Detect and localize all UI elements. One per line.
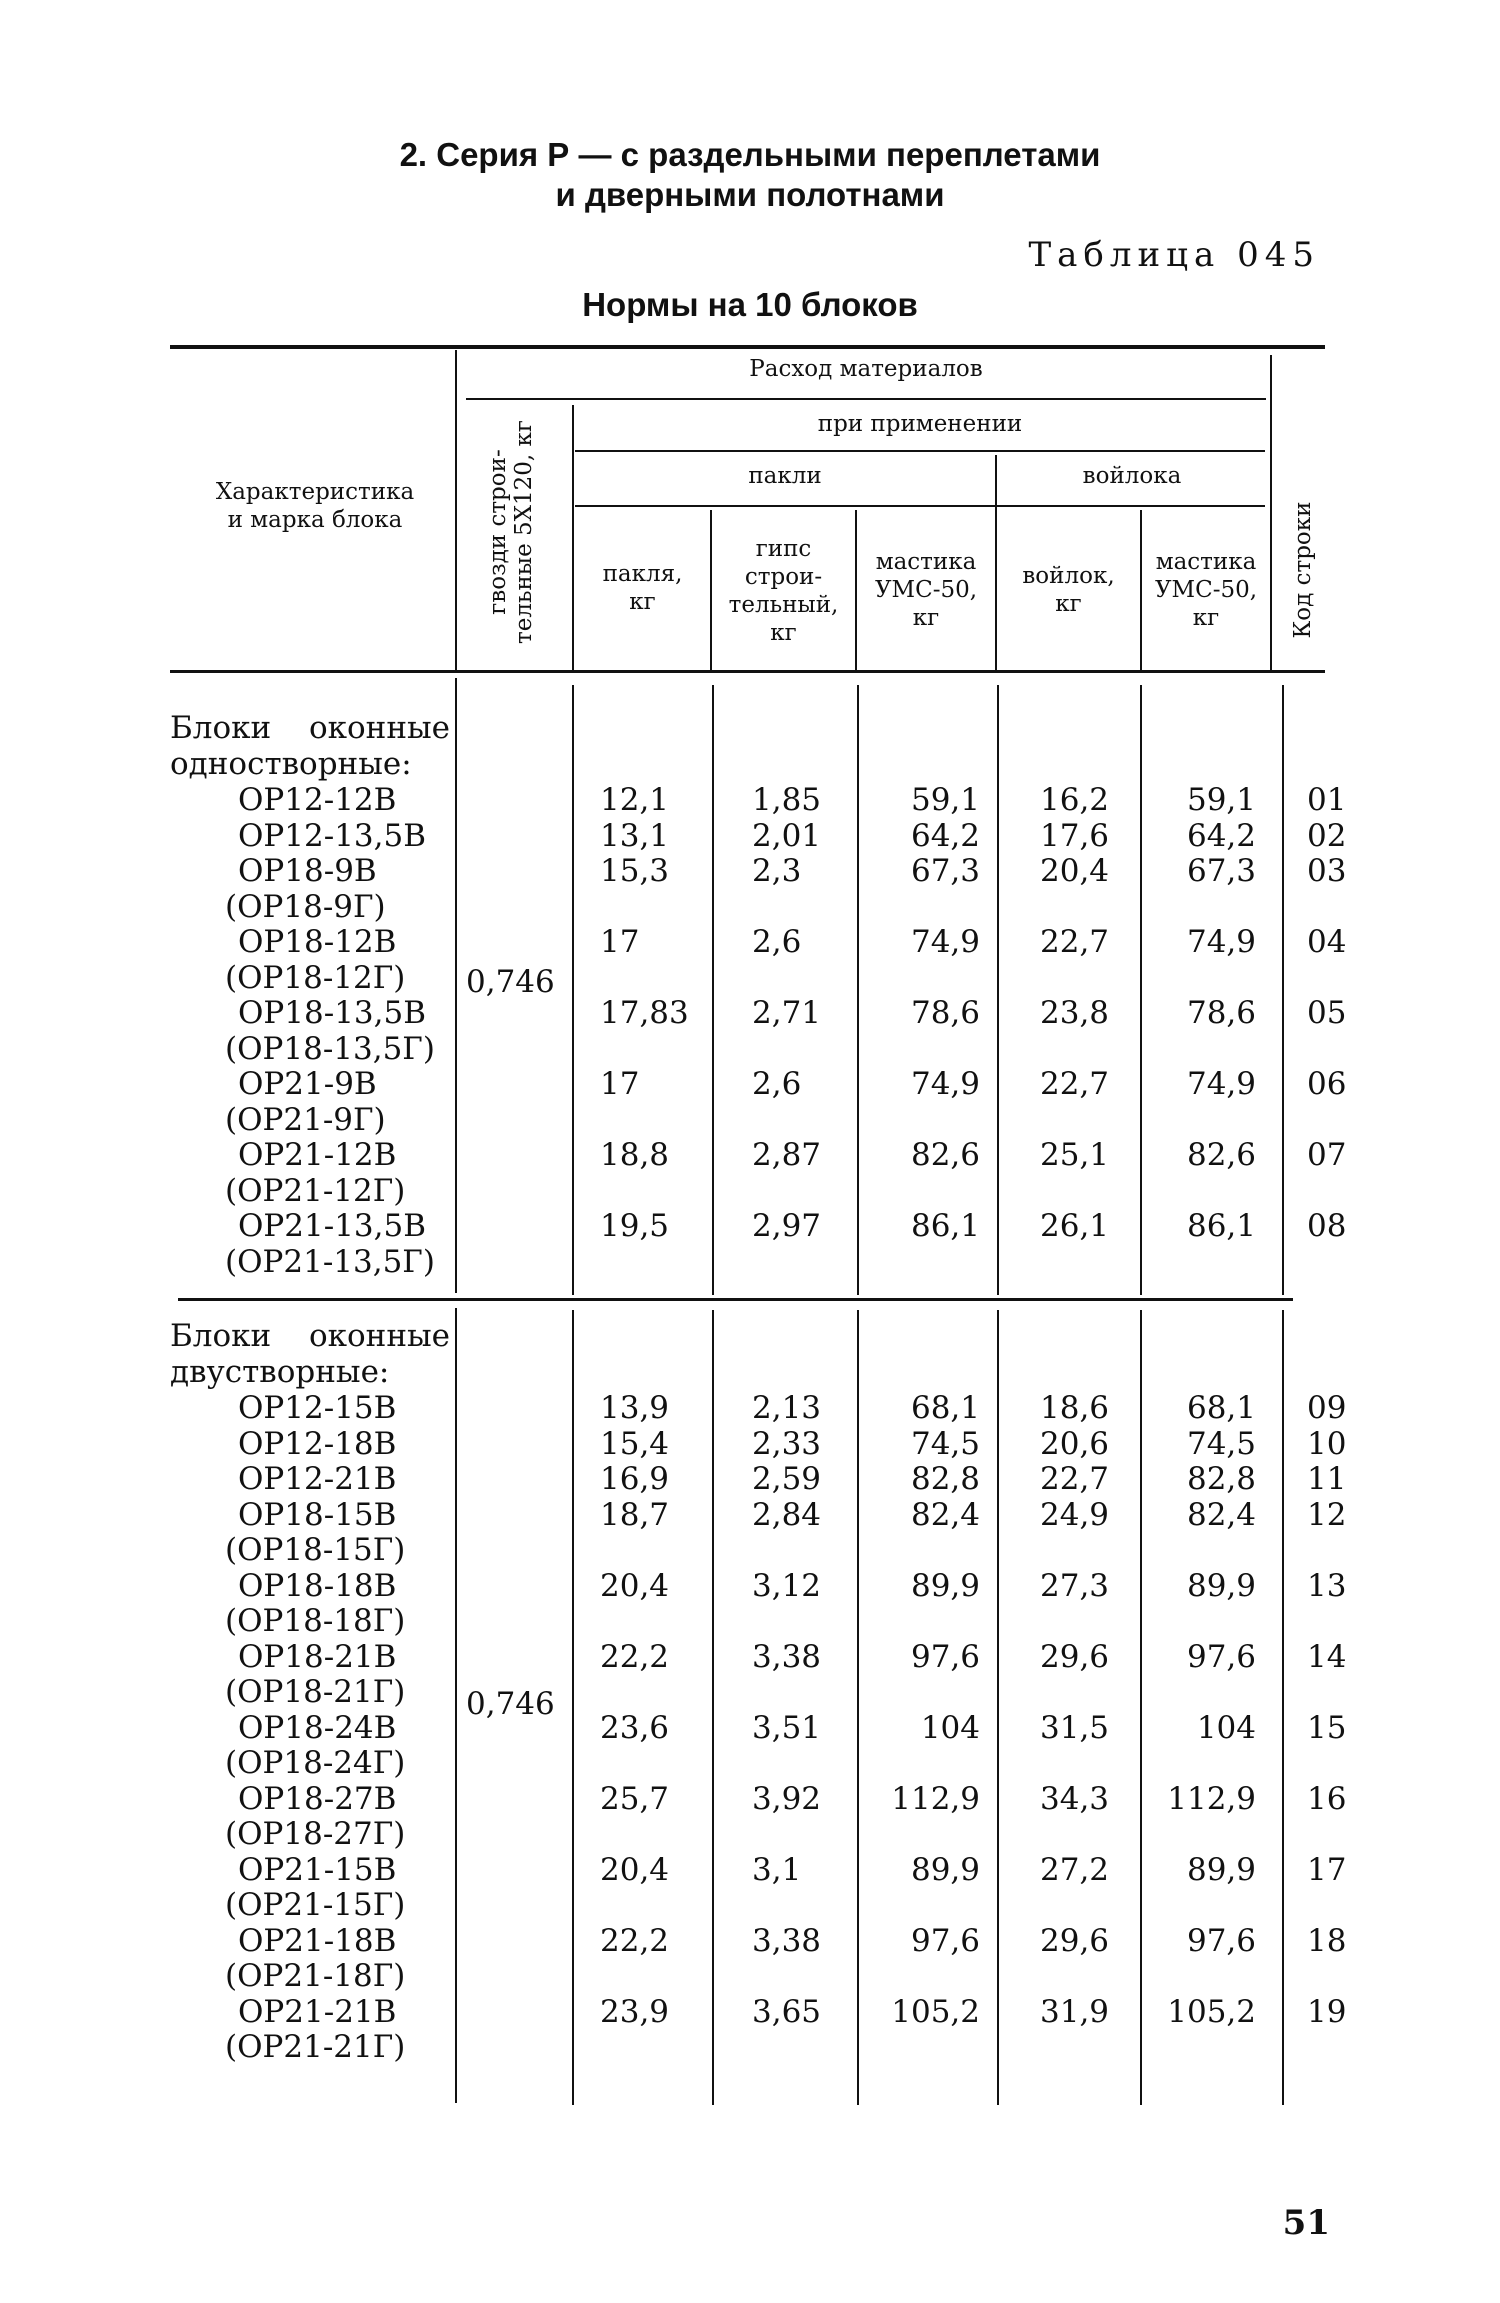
cell-mastika-1: 82,4 [910,1496,980,1533]
consumption-rule [466,398,1266,400]
section-1-nails: 0,746 [466,964,555,1000]
section-2-nails: 0,746 [466,1686,555,1722]
block-mark: ОР12-21В [238,1461,397,1497]
cell-voilok: 25,1 [1040,1137,1110,1173]
block-mark-alt: (ОР18-13,5Г) [225,1030,435,1067]
block-mark: ОР21-9В [238,1066,377,1102]
header-voiloka: войлока [1082,463,1182,489]
cell-code: 05 [1307,995,1347,1031]
cell-gips: 2,87 [752,1137,822,1173]
s1-vline-5 [997,685,999,1295]
cell-gips: 2,6 [752,1066,802,1102]
cell-mastika-1: 82,8 [910,1461,980,1497]
block-mark-alt: (ОР18-15Г) [225,1532,406,1568]
s1-vline-4 [857,685,859,1295]
block-mark-alt: (ОР18-9Г) [225,888,386,925]
cell-mastika-2: 67,3 [1186,853,1256,889]
block-mark-alt: (ОР21-13,5Г) [225,1243,435,1280]
cell-mastika-1: 67,3 [910,853,980,889]
cell-mastika-2: 59,1 [1186,782,1256,818]
cell-voilok: 31,5 [1040,1709,1110,1746]
cell-gips: 2,13 [752,1390,822,1426]
cell-code: 04 [1307,924,1347,960]
section-2-title-line-2: двустворные: [170,1354,390,1390]
cell-mastika-2: 82,4 [1186,1496,1256,1533]
cell-gips: 3,38 [752,1922,822,1959]
block-mark-alt: (ОР21-9Г) [225,1101,386,1138]
cell-paklya: 13,9 [600,1390,670,1426]
cell-mastika-2: 68,1 [1186,1390,1256,1426]
cell-voilok: 20,4 [1040,853,1110,889]
s2-vline-4 [857,1310,859,2105]
cell-code: 03 [1307,853,1347,889]
cell-mastika-1: 104 [920,1709,980,1746]
cell-mastika-1: 82,6 [910,1137,980,1173]
cell-gips: 2,84 [752,1496,822,1533]
cell-voilok: 34,3 [1040,1780,1110,1817]
cell-paklya: 13,1 [600,817,670,854]
cell-paklya: 23,6 [600,1709,670,1746]
cell-paklya: 15,4 [600,1425,670,1462]
cell-paklya: 15,3 [600,853,670,889]
cell-gips: 3,1 [752,1851,802,1888]
cell-mastika-1: 64,2 [910,817,980,854]
header-consumption: Расход материалов [749,356,983,382]
cell-mastika-2: 86,1 [1186,1208,1256,1244]
header-characteristic: Характеристика и марка блока [215,479,415,533]
block-mark: ОР18-24В [238,1709,397,1746]
cell-paklya: 23,9 [600,1993,670,2030]
cell-voilok: 22,7 [1040,1066,1110,1102]
cell-gips: 2,3 [752,853,802,889]
cell-voilok: 23,8 [1040,995,1110,1031]
cell-gips: 2,33 [752,1425,822,1462]
cell-code: 02 [1307,817,1347,854]
cell-mastika-1: 112,9 [891,1780,980,1817]
cell-gips: 2,71 [752,995,822,1031]
cell-code: 17 [1307,1851,1347,1888]
cell-mastika-1: 59,1 [910,782,980,818]
cell-paklya: 22,2 [600,1638,670,1675]
cell-paklya: 20,4 [600,1851,670,1888]
cell-mastika-1: 68,1 [910,1390,980,1426]
cell-voilok: 24,9 [1040,1496,1110,1533]
cell-paklya: 17 [600,924,640,960]
cell-gips: 3,38 [752,1638,822,1675]
cell-paklya: 20,4 [600,1567,670,1604]
cell-mastika-2: 89,9 [1186,1851,1256,1888]
page-number: 51 [1282,2203,1330,2243]
cell-paklya: 12,1 [600,782,670,818]
cell-code: 13 [1307,1567,1347,1604]
block-mark-alt: (ОР18-18Г) [225,1603,406,1639]
block-mark-alt: (ОР18-21Г) [225,1674,406,1710]
cell-mastika-2: 78,6 [1186,995,1256,1031]
hdr-vline-2 [572,405,574,670]
cell-code: 18 [1307,1922,1347,1959]
cell-paklya: 16,9 [600,1461,670,1497]
cell-voilok: 20,6 [1040,1425,1110,1462]
cell-mastika-1: 78,6 [910,995,980,1031]
block-mark-alt: (ОР21-18Г) [225,1958,406,1994]
subgroup-rule [575,505,1265,507]
cell-mastika-2: 74,9 [1186,924,1256,960]
s1-vline-2 [572,685,574,1295]
header-bottom-rule [170,670,1325,673]
cell-paklya: 17,83 [600,995,689,1031]
header-code: Код строки [1290,501,1316,639]
block-mark: ОР18-9В [238,853,377,889]
cell-mastika-2: 82,6 [1186,1137,1256,1173]
cell-voilok: 29,6 [1040,1922,1110,1959]
cell-voilok: 17,6 [1040,817,1110,854]
block-mark: ОР12-12В [238,782,397,818]
block-mark-alt: (ОР18-27Г) [225,1816,406,1852]
cell-mastika-1: 105,2 [891,1993,980,2030]
cell-mastika-2: 64,2 [1186,817,1256,854]
cell-code: 01 [1307,782,1347,818]
cell-voilok: 22,7 [1040,1461,1110,1497]
cell-voilok: 29,6 [1040,1638,1110,1675]
cell-mastika-1: 89,9 [910,1851,980,1888]
cell-gips: 2,59 [752,1461,822,1497]
cell-mastika-1: 89,9 [910,1567,980,1604]
cell-gips: 3,92 [752,1780,822,1817]
hdr-vline-1 [455,350,457,670]
cell-code: 14 [1307,1638,1347,1675]
cell-mastika-1: 74,9 [910,924,980,960]
block-mark: ОР21-13,5В [238,1208,426,1244]
cell-paklya: 25,7 [600,1780,670,1817]
header-gips: гипс строи- тельный, кг [728,536,839,646]
cell-gips: 3,12 [752,1567,822,1604]
cell-mastika-1: 86,1 [910,1208,980,1244]
cell-code: 06 [1307,1066,1347,1102]
block-mark-alt: (ОР21-15Г) [225,1887,406,1923]
cell-code: 10 [1307,1425,1347,1462]
cell-gips: 2,01 [752,817,822,854]
block-mark: ОР18-21В [238,1638,397,1675]
cell-voilok: 26,1 [1040,1208,1110,1244]
cell-code: 16 [1307,1780,1347,1817]
header-nails: гвозди строи- тельные 5Х120, кг [485,420,537,644]
s2-vline-1 [455,1308,457,2103]
block-mark: ОР18-27В [238,1780,397,1817]
heading-line-2: и дверными полотнами [555,176,945,213]
cell-voilok: 31,9 [1040,1993,1110,2030]
cell-voilok: 27,3 [1040,1567,1110,1604]
cell-mastika-2: 89,9 [1186,1567,1256,1604]
block-mark-alt: (ОР21-21Г) [225,2029,406,2065]
cell-mastika-2: 104 [1196,1709,1256,1746]
cell-mastika-2: 82,8 [1186,1461,1256,1497]
cell-mastika-1: 74,5 [910,1425,980,1462]
cell-paklya: 19,5 [600,1208,670,1244]
block-mark: ОР18-18В [238,1567,397,1604]
header-mastika-2: мастика УМС-50, кг [1154,549,1258,631]
cell-gips: 2,97 [752,1208,822,1244]
cell-paklya: 18,7 [600,1496,670,1533]
section-divider [178,1298,1293,1301]
cell-mastika-2: 74,9 [1186,1066,1256,1102]
header-paklya: пакля, кг [602,561,683,615]
section-2-title-line-1: Блоки оконные [170,1318,450,1354]
s2-vline-3 [712,1310,714,2105]
s2-vline-2 [572,1310,574,2105]
cell-mastika-2: 97,6 [1186,1638,1256,1675]
cell-gips: 1,85 [752,782,822,818]
cell-mastika-1: 97,6 [910,1638,980,1675]
table-name: Таблица 045 [1028,235,1320,275]
cell-code: 07 [1307,1137,1347,1173]
s1-vline-3 [712,685,714,1295]
block-mark: ОР21-15В [238,1851,397,1888]
s2-vline-6 [1140,1310,1142,2105]
s1-vline-1 [455,678,457,1293]
cell-mastika-2: 112,9 [1167,1780,1256,1817]
block-mark: ОР21-21В [238,1993,397,2030]
cell-mastika-2: 105,2 [1167,1993,1256,2030]
cell-gips: 3,65 [752,1993,822,2030]
cell-code: 09 [1307,1390,1347,1426]
section-1-title-line-2: одностворные: [170,746,412,782]
cell-mastika-2: 97,6 [1186,1922,1256,1959]
s1-vline-7 [1282,685,1284,1295]
cell-code: 15 [1307,1709,1347,1746]
header-mastika-1: мастика УМС-50, кг [874,549,978,631]
s2-vline-5 [997,1310,999,2105]
cell-code: 19 [1307,1993,1347,2030]
section-1-title-line-1: Блоки оконные [170,710,450,746]
block-mark: ОР21-12В [238,1137,397,1173]
cell-voilok: 16,2 [1040,782,1110,818]
block-mark: ОР12-18В [238,1425,397,1462]
cell-code: 11 [1307,1461,1347,1497]
cell-voilok: 18,6 [1040,1390,1110,1426]
norms-caption: Нормы на 10 блоков [582,286,918,323]
block-mark: ОР18-12В [238,924,397,960]
s1-vline-6 [1140,685,1142,1295]
header-when-using: при применении [817,411,1023,437]
s2-vline-7 [1282,1310,1284,2105]
cell-paklya: 18,8 [600,1137,670,1173]
block-mark-alt: (ОР21-12Г) [225,1172,406,1209]
cell-paklya: 22,2 [600,1922,670,1959]
cell-paklya: 17 [600,1066,640,1102]
cell-voilok: 27,2 [1040,1851,1110,1888]
table-top-rule [170,345,1325,349]
cell-mastika-2: 74,5 [1186,1425,1256,1462]
cell-gips: 3,51 [752,1709,822,1746]
when-using-rule [575,450,1265,452]
header-voilok: войлок, кг [1022,563,1115,617]
cell-code: 12 [1307,1496,1347,1533]
cell-gips: 2,6 [752,924,802,960]
block-mark-alt: (ОР18-12Г) [225,959,406,996]
cell-mastika-1: 74,9 [910,1066,980,1102]
block-mark: ОР18-15В [238,1496,397,1533]
block-mark: ОР21-18В [238,1922,397,1959]
block-mark: ОР12-15В [238,1390,397,1426]
hdr-vline-7 [1270,355,1272,670]
block-mark: ОР12-13,5В [238,817,426,854]
cell-mastika-1: 97,6 [910,1922,980,1959]
cell-voilok: 22,7 [1040,924,1110,960]
block-mark: ОР18-13,5В [238,995,426,1031]
heading-line-1: 2. Серия Р — с раздельными переплетами [399,136,1101,173]
header-pakli: пакли [748,463,822,489]
cell-code: 08 [1307,1208,1347,1244]
block-mark-alt: (ОР18-24Г) [225,1745,406,1781]
